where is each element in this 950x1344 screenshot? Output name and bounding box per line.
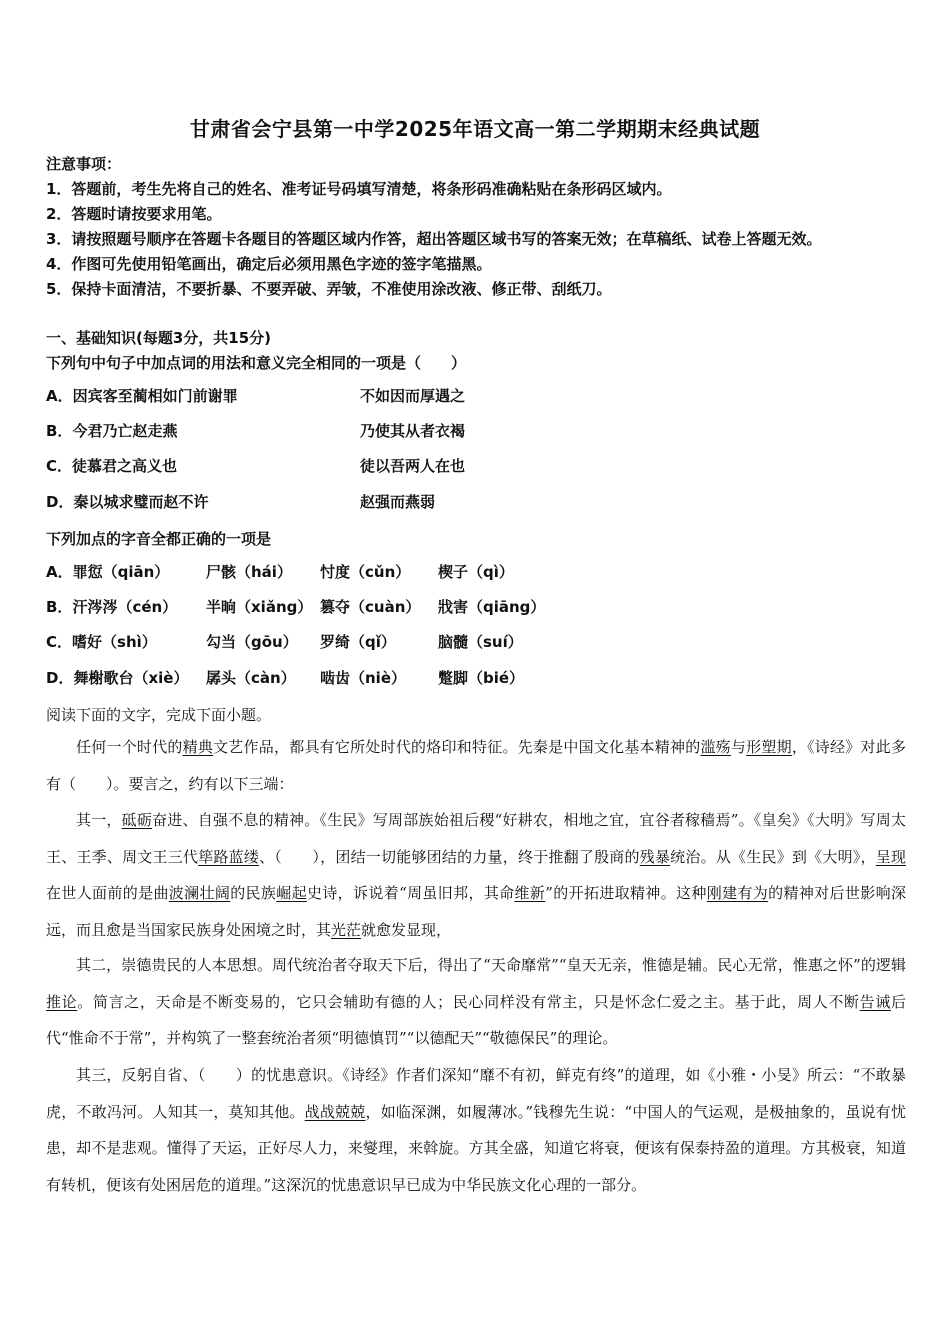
underlined-word: 刚建有为 xyxy=(706,884,769,903)
q1-option-b-right: 乃使其从者衣褐 xyxy=(360,422,466,440)
q1-option-d-right: 赵强而燕弱 xyxy=(360,493,436,511)
passage-text: 奋进、自强不息的精神。《生民》写周部族始祖后稷“好耕农，相地之宜，宜谷者稼穑焉”。《皇矣》《大明》写周太王、王季、周文王三代 xyxy=(46,811,906,866)
notice-item: 3．请按照题号顺序在答题卡各题目的答题区域内作答，超出答题区域书写的答案无效；在草稿纸、试卷上答题无效。 xyxy=(46,230,822,248)
passage-text: 、（ ），团结一切能够团结的力量，终于推翻了殷商的 xyxy=(259,847,640,866)
notice-item: 2．答题时请按要求用笔。 xyxy=(46,205,222,223)
underlined-word: 滥殇 xyxy=(700,738,731,756)
passage-text: 其三，反躬自省、（ ）的忧患意识。《诗经》作者们深知“靡不有初，鲜克有终”的道理，如《小雅・小旻》所云：“不敢暴虎，不敢冯河。人知其一，莫知其他。 xyxy=(46,1066,906,1121)
q1-option-c-right: 徒以吾两人在也 xyxy=(360,457,466,475)
passage-paragraph xyxy=(46,802,906,948)
notice-item: 1．答题前，考生先将自己的姓名、准考证号码填写清楚，将条形码准确粘贴在条形码区域内。 xyxy=(46,180,672,198)
exam-page: 甘肃省会宁县第一中学2025年语文高一第二学期期末经典试题 注意事项： 1．答题前，考生先将自己的姓名、准考证号码填写清楚，将条形码准确粘贴在条形码区域内。 2．答题时请按要求用笔。 3．请按照题号顺序在答题卡各题目的答题区域内作答，超出答题区域书写的答案无效；在草稿纸、试卷上答题无效。 4．作图可先使用铅笔画出，确定后必须用黑色字迹的签字笔描黑。 5．保持卡面清洁，不要折暴、不要弄破、弄皱，不准使用涂改液、修正带、刮纸刀。 一、基础知识(每题3分，共15分) 下列句中句子中加点词的用法和意义完全相同的一项是（ ） A．因宾客至蔺相如门前谢罪 不如因而厚遇之 B．今君乃亡赵走燕 乃使其从者衣褐 C．徒慕君之高义也 徒以吾两人在也 D．秦以城求璧而赵不许 赵强而燕弱 下列加点的字音全都正确的一项是 A．罪愆（qiān） 尸骸（hái） 忖度（cǔn） 楔子（qì） B．汗涔涔（cén） 半晌（xiǎng） 篡夺（cuàn） 戕害（qiāng） C．嗜好（shì） 勾当（gōu） 罗绮（qǐ） 脑髓（suí） D．舞榭歌台（xiè） 孱头（càn） 啮齿（niè） 蹩脚（bié） 阅读下面的文字，完成下面小题。 任何一个时代的精典文艺作品，都具有它所处时代的烙印和特征。先秦是中国文化基本精神的滥殇与形塑期，《诗经》对此多有（ ）。要言之，约有以下三端： 其一，砥砺奋进、自强不息的精神。《生民》写周部族始祖后稷“好耕农，相地之宜，宜谷者稼穑焉”。《皇矣》《大明》写周太王、王季、周文王三代筚路蓝缕、（ ），团结一切能够团结的力量，终于推翻了殷商的残暴统治。从《生民》到《大明》，呈现在世人面前的是曲波澜壮阔的民族崛起史诗，诉说着“周虽旧邦，其命维新”的开拓进取精神。这种刚建有为的精神对后世影响深远，而且愈是当国家民族身处困境之时，其光茫就愈发显现， 其二，崇德贵民的人本思想。周代统治者夺取天下后，得出了“天命靡常”“皇天无亲，惟德是辅。民心无常，惟惠之怀”的逻辑推论。简言之，天命是不断变易的，它只会辅助有德的人；民心同样没有常主，只是怀念仁爱之主。基于此，周人不断告诫后代“惟命不于常”，并构筑了一整套统治者须“明德慎罚”“以德配天”“敬德保民”的理论。 其三，反躬自省、（ ）的忧患意识。《诗经》作者们深知“靡不有初，鲜克有终”的道理，如《小雅・小旻》所云：“不敢暴虎，不敢冯河。人知其一，莫知其他。战战兢兢，如临深渊，如履薄冰。”钱穆先生说：“中国人的气运观，是极抽象的，虽说有忧患，却不是悲观。懂得了天运，正好尽人力，来燮理，来斡旋。方其全盛，知道它将衰，便该有保泰持盈的道理。方其极衰，知道有转机，便该有处困居危的道理。”这深沉的忧患意识早已成为中华民族文化心理的一部分。 xyxy=(0,0,950,1344)
underlined-word: 战战兢兢 xyxy=(304,1102,366,1121)
passage-text: 与 xyxy=(730,738,747,756)
passage-text: 在世人面前的是曲 xyxy=(46,884,169,903)
passage-text: ，如临深渊，如履薄冰。”钱穆先生说：“中国人的气运观，是极抽象的，虽说有忧患，却不是悲观。懂得了天运，正好尽人力，来燮理，来斡旋。方其全盛，知道它将衰，便该有保泰持盈的道理。方其极衰，知道有转机，便该有处困居危的道理。”这深沉的忧患意识早已成为中华民族文化心理的一部分。 xyxy=(46,1102,906,1194)
q1-option-c-left: C．徒慕君之高义也 xyxy=(46,457,178,475)
passage-text: ”的开拓进取精神。这种 xyxy=(545,884,707,903)
q1-option-d-left: D．秦以城求璧而赵不许 xyxy=(46,493,209,511)
passage-text: 的民族 xyxy=(230,884,277,903)
reading-intro: 阅读下面的文字，完成下面小题。 xyxy=(46,706,272,724)
notice-item: 5．保持卡面清洁，不要折暴、不要弄破、弄皱，不准使用涂改液、修正带、刮纸刀。 xyxy=(46,280,612,298)
underlined-word: 光茫 xyxy=(331,920,362,939)
passage-paragraph xyxy=(46,1057,906,1203)
passage-text: 其一， xyxy=(76,811,122,829)
passage-text: 就愈发显现， xyxy=(361,920,452,939)
underlined-word: 波澜壮阔 xyxy=(168,884,231,903)
passage-paragraph xyxy=(46,947,906,1057)
underlined-word: 告诫 xyxy=(859,992,891,1011)
section-heading: 一、基础知识(每题3分，共15分) xyxy=(46,329,272,347)
question-2-stem: 下列加点的字音全都正确的一项是 xyxy=(46,530,272,548)
q1-option-a-right: 不如因而厚遇之 xyxy=(360,387,466,405)
passage-text: 统治。从《生民》到《大明》， xyxy=(670,847,876,866)
underlined-word: 砥砺 xyxy=(121,811,153,829)
underlined-word: 精典 xyxy=(182,738,214,756)
passage-text: 后代“惟命不于常”，并构筑了一整套统治者须“明德慎罚”“以德配天”“敬德保民”的理论。 xyxy=(46,992,906,1048)
underlined-word: 维新 xyxy=(514,884,546,903)
notice-item: 4．作图可先使用铅笔画出，确定后必须用黑色字迹的签字笔描黑。 xyxy=(46,255,492,273)
underlined-word: 形塑期 xyxy=(746,738,792,756)
passage-text: 文艺作品，都具有它所处时代的烙印和特征。先秦是中国文化基本精神的 xyxy=(213,738,701,756)
passage-text: 其二，崇德贵民的人本思想。周代统治者夺取天下后，得出了“天命靡常”“皇天无亲，惟德是辅。民心无常，惟惠之怀”的逻辑 xyxy=(76,956,906,974)
underlined-word: 呈现 xyxy=(875,847,906,866)
underlined-word: 残暴 xyxy=(639,847,671,866)
passage-paragraph xyxy=(46,729,906,802)
passage-text: 史诗，诉说着“周虽旧邦，其命 xyxy=(306,884,515,903)
passage-text: 的精神对后世影响深远，而且愈是当国家民族身处困境之时，其 xyxy=(46,884,906,939)
exam-title: 甘肃省会宁县第一中学2025年语文高一第二学期期末经典试题 xyxy=(189,117,761,141)
question-1-stem: 下列句中句子中加点词的用法和意义完全相同的一项是（ ） xyxy=(46,354,467,372)
passage-text: ，《诗经》对此多有（ ）。要言之，约有以下三端： xyxy=(46,738,906,793)
underlined-word: 筚路蓝缕 xyxy=(198,847,260,866)
passage-text: 。简言之，天命是不断变易的，它只会辅助有德的人；民心同样没有常主，只是怀念仁爱之主。基于此，周人不断 xyxy=(77,992,860,1011)
q1-option-b-left: B．今君乃亡赵走燕 xyxy=(46,422,178,440)
underlined-word: 推论 xyxy=(46,992,78,1011)
notice-heading: 注意事项： xyxy=(46,155,122,173)
underlined-word: 崛起 xyxy=(276,884,307,903)
passage-text: 任何一个时代的 xyxy=(76,738,183,756)
q1-option-a-left: A．因宾客至蔺相如门前谢罪 xyxy=(46,387,238,405)
